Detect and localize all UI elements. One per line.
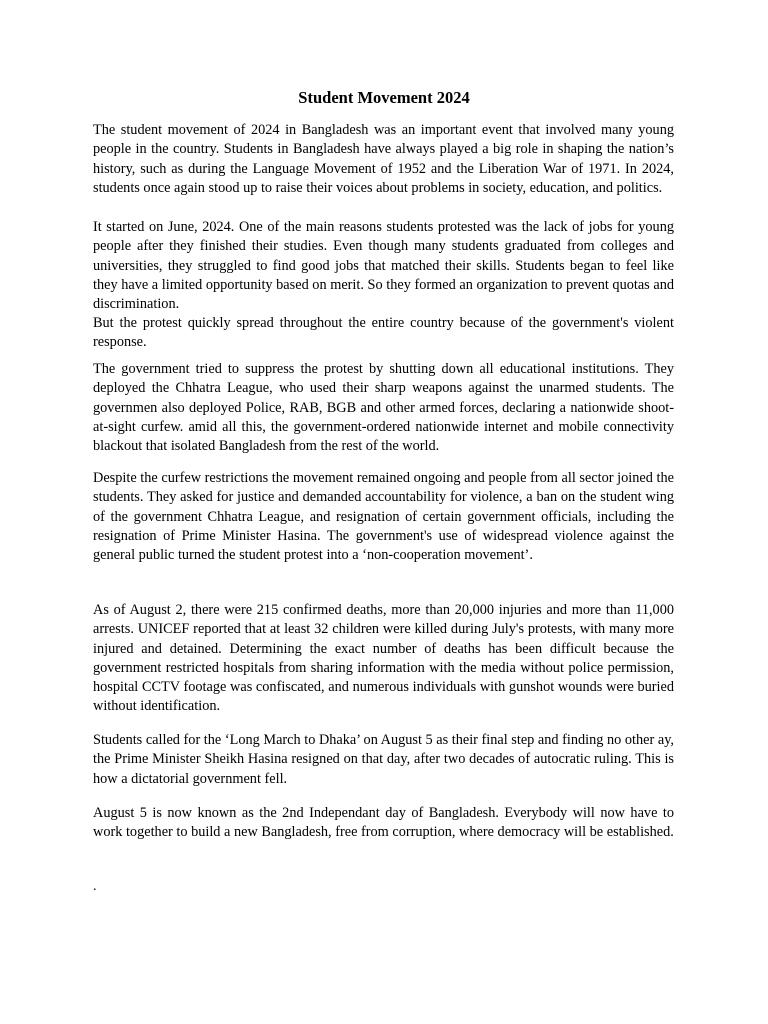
paragraph-non-cooperation: Despite the curfew restrictions the movement remained ongoing and people from all sector joined the students. They asked for justice and demanded accountability for violence, a ban on the student wing of the government Chhatra League, and resignation of certain government officials, including the resignation of Prime Minister Hasina. The government's use of widespread violence against the general public turned the student protest into a ‘non-cooperation movement’. [93, 470, 674, 564]
paragraph-origin: It started on June, 2024. One of the main reasons students protested was the lack of jobs for young people after they finished their studies. Even though many students graduated from colleges and universities, they struggled to find good jobs that matched their skills. Students began to feel like they have a limited opportunity based on merit. So they formed an organization to prevent quotas and discrimination. [93, 219, 674, 313]
trailing-period: . [93, 879, 97, 894]
document-title: Student Movement 2024 [298, 88, 470, 107]
paragraph-suppression: The government tried to suppress the protest by shutting down all educational institutions. They deployed the Chhatra League, who used their sharp weapons against the unarmed students. The governmen also deployed Police, RAB, BGB and other armed forces, declaring a nationwide shoot-at-sight curfew. amid all this, the government-ordered nationwide internet and mobile connectivity blackout that isolated Bangladesh from the rest of the world. [93, 361, 674, 455]
paragraph-long-march: Students called for the ‘Long March to Dhaka’ on August 5 as their final step and finding no other ay, the Prime Minister Sheikh Hasina resigned on that day, after two decades of autocratic ruling. This is how a dictatorial government fell. [93, 732, 674, 787]
paragraph-intro: The student movement of 2024 in Bangladesh was an important event that involved many young people in the country. Students in Bangladesh have always played a big role in shaping the nation’s history, such as during the Language Movement of 1952 and the Liberation War of 1971. In 2024, students once again stood up to raise their voices about problems in society, education, and politics. [93, 122, 674, 196]
paragraph-independence-day: August 5 is now known as the 2nd Independant day of Bangladesh. Everybody will now have to work together to build a new Bangladesh, free from corruption, where democracy will be established. [93, 805, 674, 841]
paragraph-spread: But the protest quickly spread throughout the entire country because of the government's violent response. [93, 315, 674, 351]
paragraph-casualties: As of August 2, there were 215 confirmed deaths, more than 20,000 injuries and more than 11,000 arrests. UNICEF reported that at least 32 children were killed during July's protests, with many more injured and detained. Determining the exact number of deaths has been difficult because the government restricted hospitals from sharing information with the media without police permission, hospital CCTV footage was confiscated, and numerous individuals with gunshot wounds were buried without identification. [93, 602, 674, 715]
